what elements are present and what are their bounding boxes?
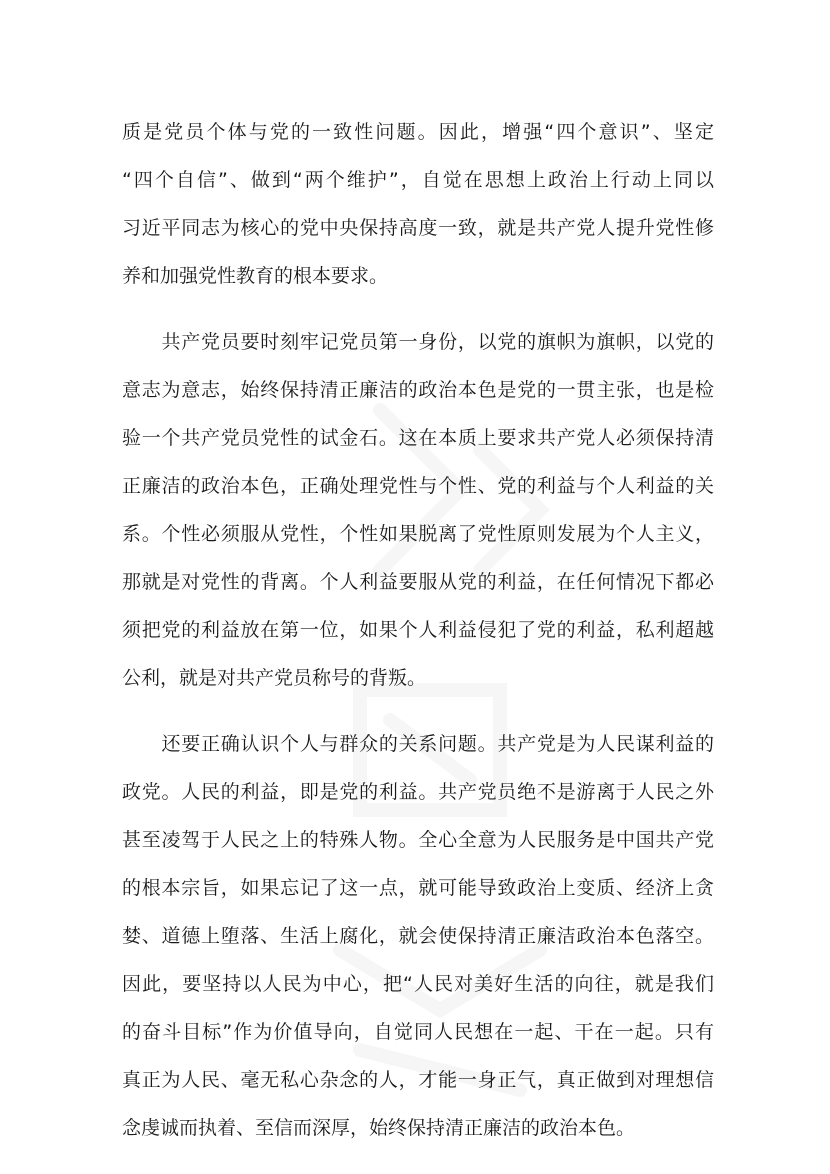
paragraph-3-line-9: 念虔诚而执着、至信而深厚，始终保持清正廉洁的政治本色。 bbox=[122, 1117, 636, 1139]
paragraph-3-line-1: 还要正确认识个人与群众的关系问题。共产党是为人民谋利益的 bbox=[122, 733, 714, 755]
paragraph-1-line-2: “四个自信”、做到“两个维护”，自觉在思想上政治上行动上同以 bbox=[122, 169, 714, 191]
paragraph-2-line-7: 须把党的利益放在第一位，如果个人利益侵犯了党的利益，私利超越 bbox=[122, 619, 714, 641]
paragraph-2-line-1: 共产党员要时刻牢记党员第一身份，以党的旗帜为旗帜，以党的 bbox=[122, 331, 714, 353]
article-body bbox=[122, 108, 714, 1152]
paragraph-3-line-8: 真正为人民、毫无私心杂念的人，才能一身正气，真正做到对理想信 bbox=[122, 1069, 714, 1091]
paragraph-2-line-4: 正廉洁的政治本色，正确处理党性与个性、党的利益与个人利益的关 bbox=[122, 475, 714, 497]
paragraph-2-line-3: 验一个共产党员党性的试金石。这在本质上要求共产党人必须保持清 bbox=[122, 427, 714, 449]
paragraph-3-line-7: 的奋斗目标”作为价值导向，自觉同人民想在一起、干在一起。只有 bbox=[122, 1021, 714, 1043]
paragraph-2-line-2: 意志为意志，始终保持清正廉洁的政治本色是党的一贯主张，也是检 bbox=[122, 379, 714, 401]
paragraph-3-line-2: 政党。人民的利益，即是党的利益。共产党员绝不是游离于人民之外 bbox=[122, 781, 714, 803]
paragraph-3-line-5: 婪、道德上堕落、生活上腐化，就会使保持清正廉洁政治本色落空。 bbox=[122, 925, 714, 947]
paragraph-1-line-1: 质是党员个体与党的一致性问题。因此，增强“四个意识”、坚定 bbox=[122, 121, 714, 143]
paragraph-3-line-3: 甚至凌驾于人民之上的特殊人物。全心全意为人民服务是中国共产党 bbox=[122, 829, 714, 851]
paragraph-1 bbox=[122, 108, 714, 300]
paragraph-gap bbox=[122, 702, 714, 720]
paragraph-1-line-4: 养和加强党性教育的根本要求。 bbox=[122, 265, 389, 287]
paragraph-3-line-6: 因此，要坚持以人民为中心，把“人民对美好生活的向往，就是我们 bbox=[122, 973, 714, 995]
paragraph-2-line-8: 公利，就是对共产党员称号的背叛。 bbox=[122, 667, 427, 689]
paragraph-2-line-6: 那就是对党性的背离。个人利益要服从党的利益，在任何情况下都必 bbox=[122, 571, 714, 593]
paragraph-3 bbox=[122, 720, 714, 1152]
paragraph-2-line-5: 系。个性必须服从党性，个性如果脱离了党性原则发展为个人主义， bbox=[122, 523, 714, 545]
paragraph-3-line-4: 的根本宗旨，如果忘记了这一点，就可能导致政治上变质、经济上贪 bbox=[122, 877, 714, 899]
paragraph-1-line-3: 习近平同志为核心的党中央保持高度一致，就是共产党人提升党性修 bbox=[122, 217, 714, 239]
paragraph-2 bbox=[122, 318, 714, 702]
paragraph-gap bbox=[122, 300, 714, 318]
